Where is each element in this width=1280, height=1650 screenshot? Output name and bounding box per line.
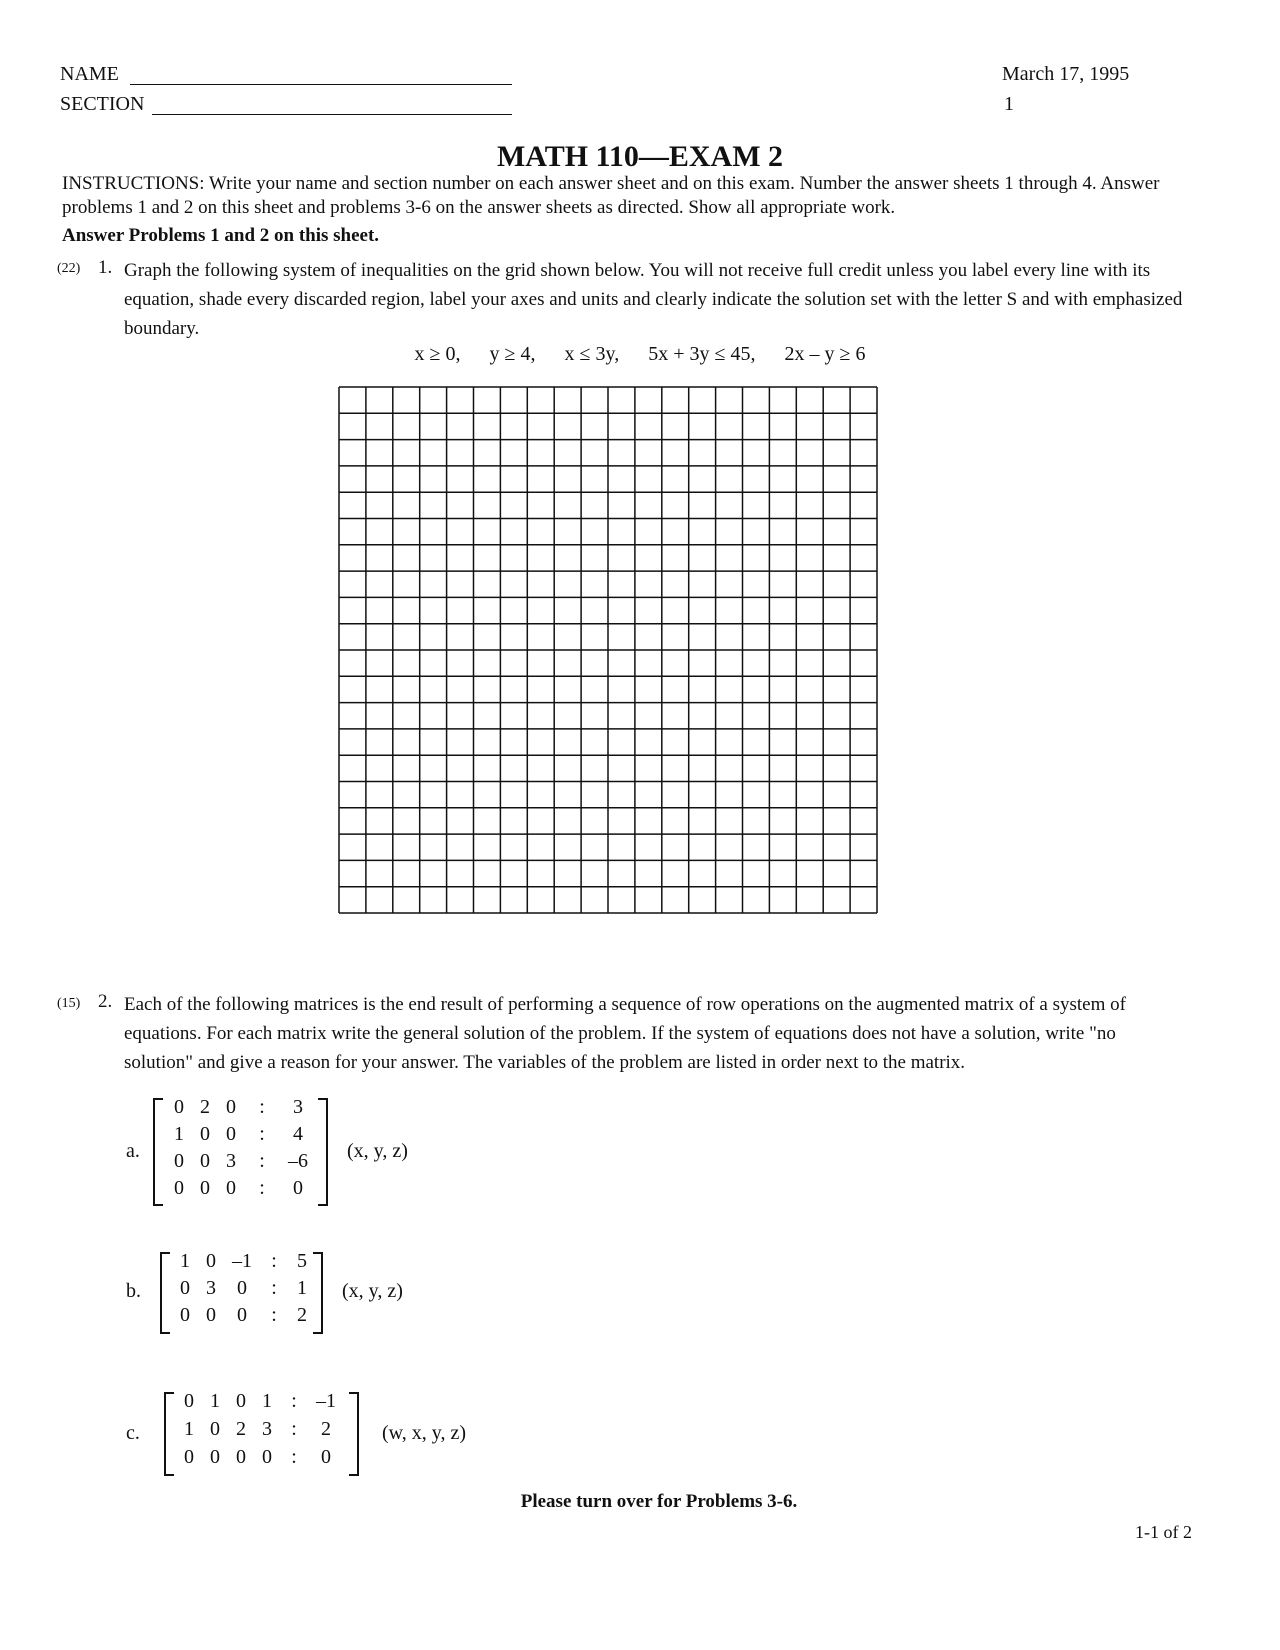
matrix-cell: 0 [206, 1250, 216, 1272]
problem1-text: Graph the following system of inequalities on the grid shown below. You will not receive full credit unless you label every line with its equation, shade every discarded region, label your axes and units and clearly indicate the solution set with the letter S and with emphasized boundary. [124, 260, 1183, 339]
matrix-cell: 1 [180, 1250, 190, 1272]
matrix-row [176, 1446, 344, 1474]
matrix-cell: 0 [210, 1418, 220, 1440]
matrix-c-label: c. [126, 1422, 140, 1444]
matrix-cell: 0 [200, 1123, 210, 1145]
matrix-cell: 0 [237, 1304, 247, 1326]
matrix-cell: 0 [236, 1390, 246, 1412]
matrix-row [172, 1304, 316, 1331]
matrix-cell: : [259, 1123, 265, 1145]
matrix-cell: 0 [180, 1277, 190, 1299]
matrix-cell: 0 [237, 1277, 247, 1299]
matrix-row [166, 1123, 316, 1150]
name-label: NAME [60, 63, 119, 85]
matrix-cell: 0 [174, 1096, 184, 1118]
matrix-cell: 3 [226, 1150, 236, 1172]
matrix-cell: 3 [262, 1418, 272, 1440]
problem2-number: 2. [98, 991, 113, 1012]
problem2-points: (15) [57, 996, 81, 1011]
exam-date: March 17, 1995 [1002, 63, 1130, 85]
matrix-cell: 0 [184, 1446, 194, 1468]
section-field[interactable] [152, 114, 512, 115]
matrix-cell: 0 [236, 1446, 246, 1468]
matrix-row [166, 1150, 316, 1177]
matrix-cell: 0 [174, 1177, 184, 1199]
matrix-row [166, 1096, 316, 1123]
matrix-cell: 2 [297, 1304, 307, 1326]
matrix-cell: 3 [293, 1096, 303, 1118]
matrix-cell: 0 [200, 1150, 210, 1172]
matrix-cell: 2 [321, 1418, 331, 1440]
matrix-cell: : [259, 1150, 265, 1172]
page-title: MATH 110—EXAM 2 [496, 140, 784, 173]
matrix-cell: 1 [210, 1390, 220, 1412]
matrix-b [172, 1250, 316, 1331]
matrix-cell: 0 [226, 1177, 236, 1199]
problem1-points: (22) [57, 261, 81, 276]
matrix-row [176, 1418, 344, 1446]
matrix-cell: 0 [200, 1177, 210, 1199]
turn-over-note: Please turn over for Problems 3-6. [520, 1491, 798, 1512]
inequalities [0, 343, 1280, 366]
graph-grid[interactable] [338, 386, 878, 914]
matrix-cell: –1 [316, 1390, 336, 1412]
matrix-a-variables: (x, y, z) [347, 1140, 408, 1162]
matrix-cell: 0 [180, 1304, 190, 1326]
matrix-a-right-bracket [318, 1098, 328, 1206]
matrix-cell: 0 [321, 1446, 331, 1468]
matrix-b-variables: (x, y, z) [342, 1280, 403, 1302]
inequality: x ≥ 0, [414, 343, 461, 365]
matrix-c-right-bracket [349, 1392, 359, 1476]
matrix-cell: –6 [288, 1150, 308, 1172]
instructions: INSTRUCTIONS: Write your name and section number on each answer sheet and on this exam. Number the answer sheets 1 through 4. Answer problems 1 and 2 on this sheet and problems 3-6 on the answer sheets as directed. Show all appropriate work. [62, 173, 1160, 218]
matrix-cell: : [291, 1390, 297, 1412]
matrix-b-label: b. [126, 1280, 141, 1302]
matrix-cell: 4 [293, 1123, 303, 1145]
matrix-cell: : [291, 1446, 297, 1468]
name-field[interactable] [130, 84, 512, 85]
section-label: SECTION [60, 93, 145, 115]
inequality: y ≥ 4, [489, 343, 536, 365]
matrix-cell: : [271, 1304, 277, 1326]
inequality: 5x + 3y ≤ 45, [648, 343, 756, 365]
page-footer-number: 1-1 of 2 [1135, 1522, 1192, 1542]
matrix-cell: 0 [206, 1304, 216, 1326]
matrix-cell: 1 [184, 1418, 194, 1440]
matrix-c [176, 1390, 344, 1474]
matrix-cell: 0 [293, 1177, 303, 1199]
matrix-row [172, 1250, 316, 1277]
matrix-cell: 0 [184, 1390, 194, 1412]
header-page-number: 1 [1004, 93, 1014, 115]
matrix-row [176, 1390, 344, 1418]
matrix-a-label: a. [126, 1140, 140, 1162]
matrix-row [172, 1277, 316, 1304]
matrix-cell: 0 [174, 1150, 184, 1172]
problem1-number: 1. [98, 257, 113, 278]
matrix-cell: 3 [206, 1277, 216, 1299]
matrix-cell: : [271, 1277, 277, 1299]
matrix-cell: 5 [297, 1250, 307, 1272]
matrix-cell: 2 [236, 1418, 246, 1440]
matrix-c-variables: (w, x, y, z) [382, 1422, 467, 1444]
matrix-cell: 0 [226, 1096, 236, 1118]
matrix-cell: 1 [262, 1390, 272, 1412]
matrix-cell: 1 [174, 1123, 184, 1145]
answer-note: Answer Problems 1 and 2 on this sheet. [62, 225, 380, 246]
matrix-a [166, 1096, 316, 1204]
matrix-cell: 0 [226, 1123, 236, 1145]
matrix-cell: : [259, 1177, 265, 1199]
matrix-cell: 0 [210, 1446, 220, 1468]
problem2-text: Each of the following matrices is the end result of performing a sequence of row operations on the augmented matrix of a system of equations. For each matrix write the general solution of the problem. If the system of equations does not have a solution, write "no solution" and give a reason for your answer. The variables of the problem are listed in order next to the matrix. [124, 994, 1126, 1073]
inequality: x ≤ 3y, [564, 343, 620, 365]
matrix-cell: : [291, 1418, 297, 1440]
matrix-cell: 2 [200, 1096, 210, 1118]
matrix-cell: 1 [297, 1277, 307, 1299]
matrix-a-left-bracket [153, 1098, 163, 1206]
matrix-cell: : [259, 1096, 265, 1118]
matrix-row [166, 1177, 316, 1204]
matrix-cell: –1 [232, 1250, 252, 1272]
matrix-c-left-bracket [164, 1392, 174, 1476]
inequality: 2x – y ≥ 6 [784, 343, 866, 365]
matrix-cell: : [271, 1250, 277, 1272]
matrix-cell: 0 [262, 1446, 272, 1468]
matrix-b-left-bracket [160, 1252, 170, 1334]
